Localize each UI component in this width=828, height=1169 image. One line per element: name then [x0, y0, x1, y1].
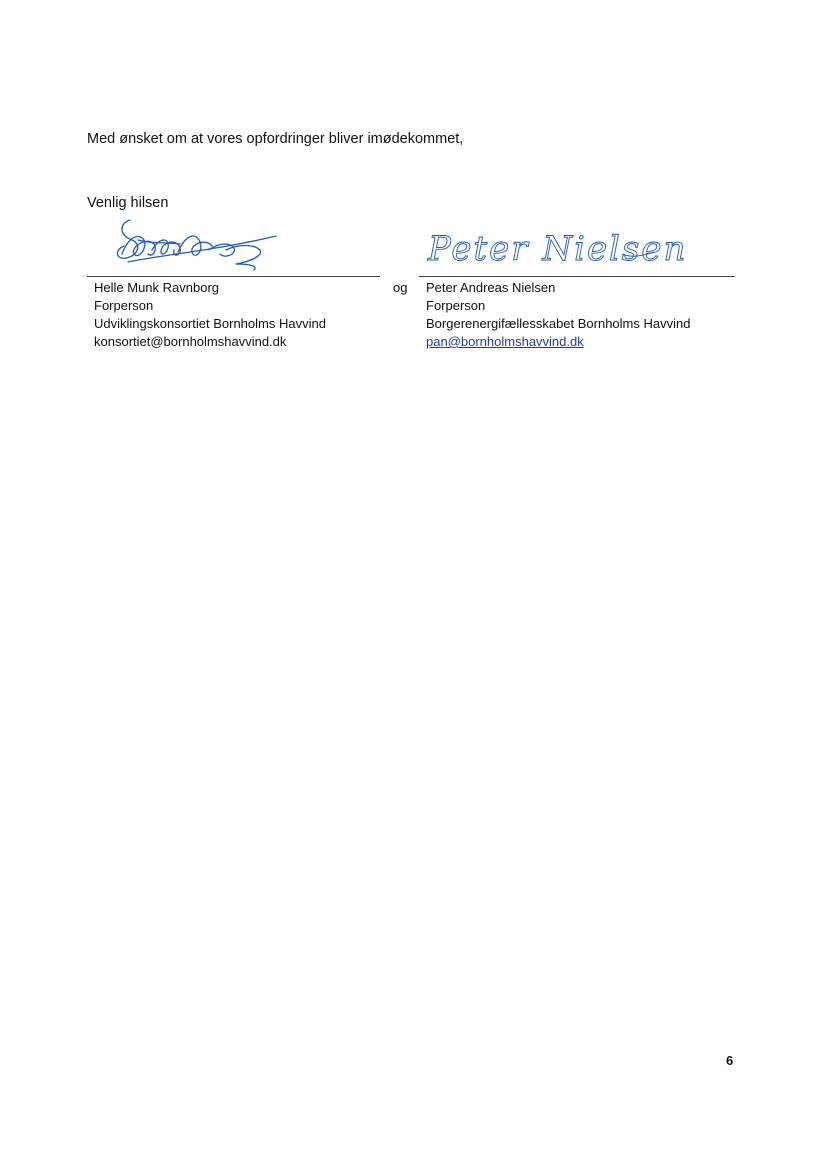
signature-right-text: Peter Nielsen — [428, 229, 688, 269]
conjunction-og: og — [393, 280, 408, 295]
signatory-email: konsortiet@bornholmshavvind.dk — [94, 334, 287, 349]
signatory-left — [94, 279, 326, 351]
signatory-name: Helle Munk Ravnborg — [94, 280, 220, 295]
signatory-role: Forperson — [426, 298, 486, 313]
signatory-email-link[interactable]: pan@bornholmshavvind.dk — [426, 334, 584, 349]
signatory-right — [426, 279, 690, 351]
signatory-name: Peter Andreas Nielsen — [426, 280, 556, 295]
signatory-organization: Borgerenergifællesskabet Bornholms Havvind — [426, 316, 691, 331]
signature-left — [108, 214, 283, 274]
signature-line-right — [419, 276, 735, 277]
signatory-role: Forperson — [94, 298, 154, 313]
closing-line: Med ønsket om at vores opfordringer bliver imødekommet, — [87, 131, 464, 147]
signature-line-left — [87, 276, 380, 277]
signature-right — [426, 214, 688, 274]
page-number: 6 — [726, 1053, 734, 1068]
signatory-organization: Udviklingskonsortiet Bornholms Havvind — [94, 316, 326, 331]
regards-line: Venlig hilsen — [87, 195, 169, 211]
